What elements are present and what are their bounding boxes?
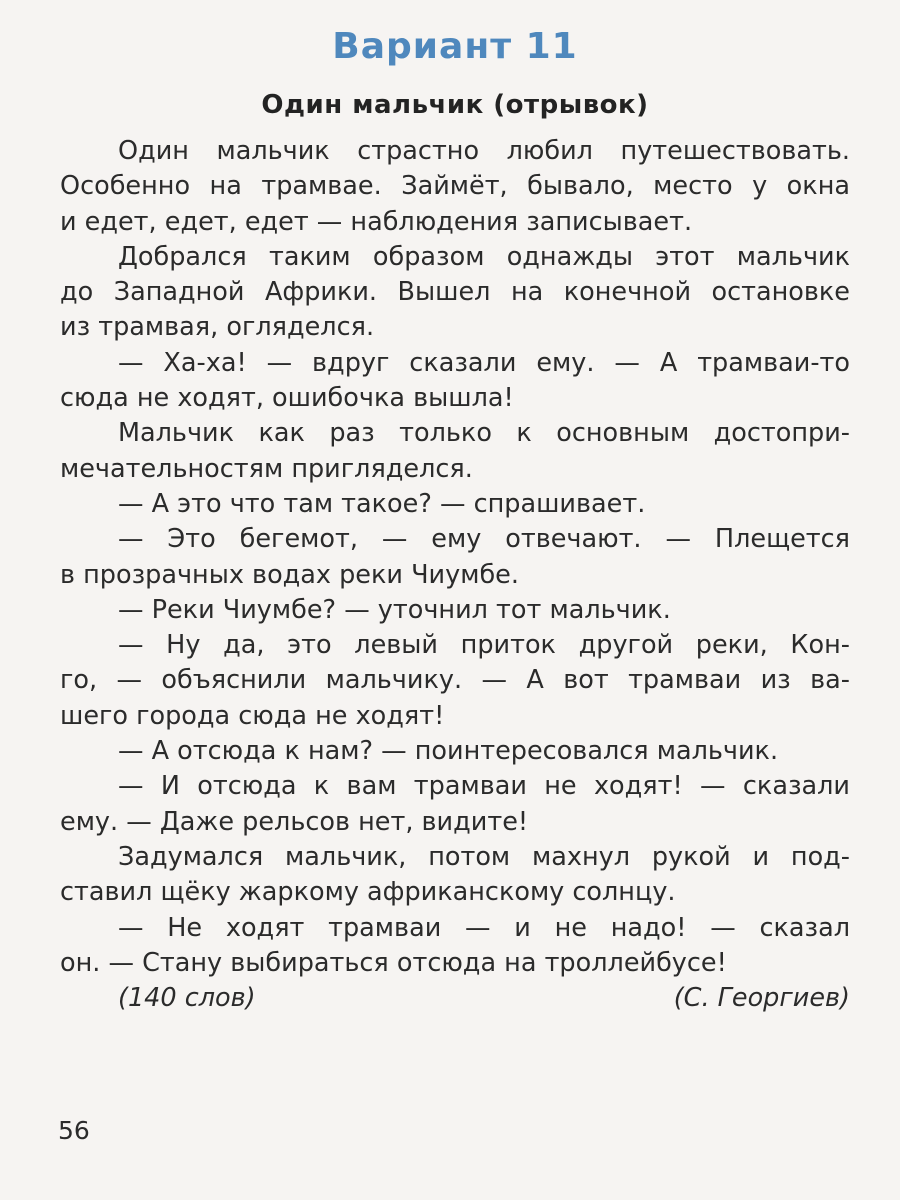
text-line: — Это бегемот, — ему отвечают. — Плещется bbox=[118, 524, 850, 555]
text-line: ставил щёку жаркому африканскому солнцу. bbox=[60, 877, 676, 908]
text-line: — Ха-ха! — вдруг сказали ему. — А трамваи-то bbox=[118, 347, 850, 378]
text-line: он. — Стану выбираться отсюда на троллейбусе! bbox=[60, 947, 727, 978]
text-line: мечательностям пригляделся. bbox=[60, 453, 473, 484]
word-count: (140 слов) bbox=[118, 983, 256, 1014]
text-line: в прозрачных водах реки Чиумбе. bbox=[60, 559, 519, 590]
story-lines bbox=[60, 134, 850, 981]
variant-title: Вариант 11 bbox=[332, 26, 578, 67]
page-number: 56 bbox=[58, 1116, 90, 1145]
text-line: — Ну да, это левый приток другой реки, Кон- bbox=[118, 630, 850, 661]
text-line: до Западной Африки. Вышел на конечной остановке bbox=[60, 277, 850, 308]
story-text bbox=[60, 134, 850, 1016]
text-line: го, — объяснили мальчику. — А вот трамваи из ва- bbox=[60, 665, 850, 696]
text-line: — А отсюда к нам? — поинтересовался мальчик. bbox=[118, 736, 779, 767]
text-line: Особенно на трамвае. Займёт, бывало, место у окна bbox=[60, 171, 850, 202]
text-line: Мальчик как раз только к основным достопри- bbox=[118, 418, 850, 449]
text-line: Задумался мальчик, потом махнул рукой и под- bbox=[118, 841, 850, 872]
text-line: шего города сюда не ходят! bbox=[60, 700, 445, 731]
text-line: — Не ходят трамваи — и не надо! — сказал bbox=[118, 912, 850, 943]
text-line: Один мальчик страстно любил путешествовать. bbox=[118, 136, 850, 166]
text-line: — Реки Чиумбе? — уточнил тот мальчик. bbox=[118, 594, 671, 625]
signature-row bbox=[60, 981, 850, 1016]
text-line: из трамвая, огляделся. bbox=[60, 312, 375, 343]
text-line: ему. — Даже рельсов нет, видите! bbox=[60, 806, 529, 837]
author-name: (С. Георгиев) bbox=[673, 983, 850, 1014]
text-line: сюда не ходят, ошибочка вышла! bbox=[60, 383, 514, 414]
text-line: и едет, едет, едет — наблюдения записывает. bbox=[60, 206, 693, 237]
text-line: — А это что там такое? — спрашивает. bbox=[118, 488, 646, 519]
text-line: — И отсюда к вам трамваи не ходят! — сказали bbox=[118, 771, 850, 802]
text-line: Добрался таким образом однажды этот мальчик bbox=[118, 241, 850, 272]
story-title: Один мальчик (отрывок) bbox=[261, 90, 649, 120]
